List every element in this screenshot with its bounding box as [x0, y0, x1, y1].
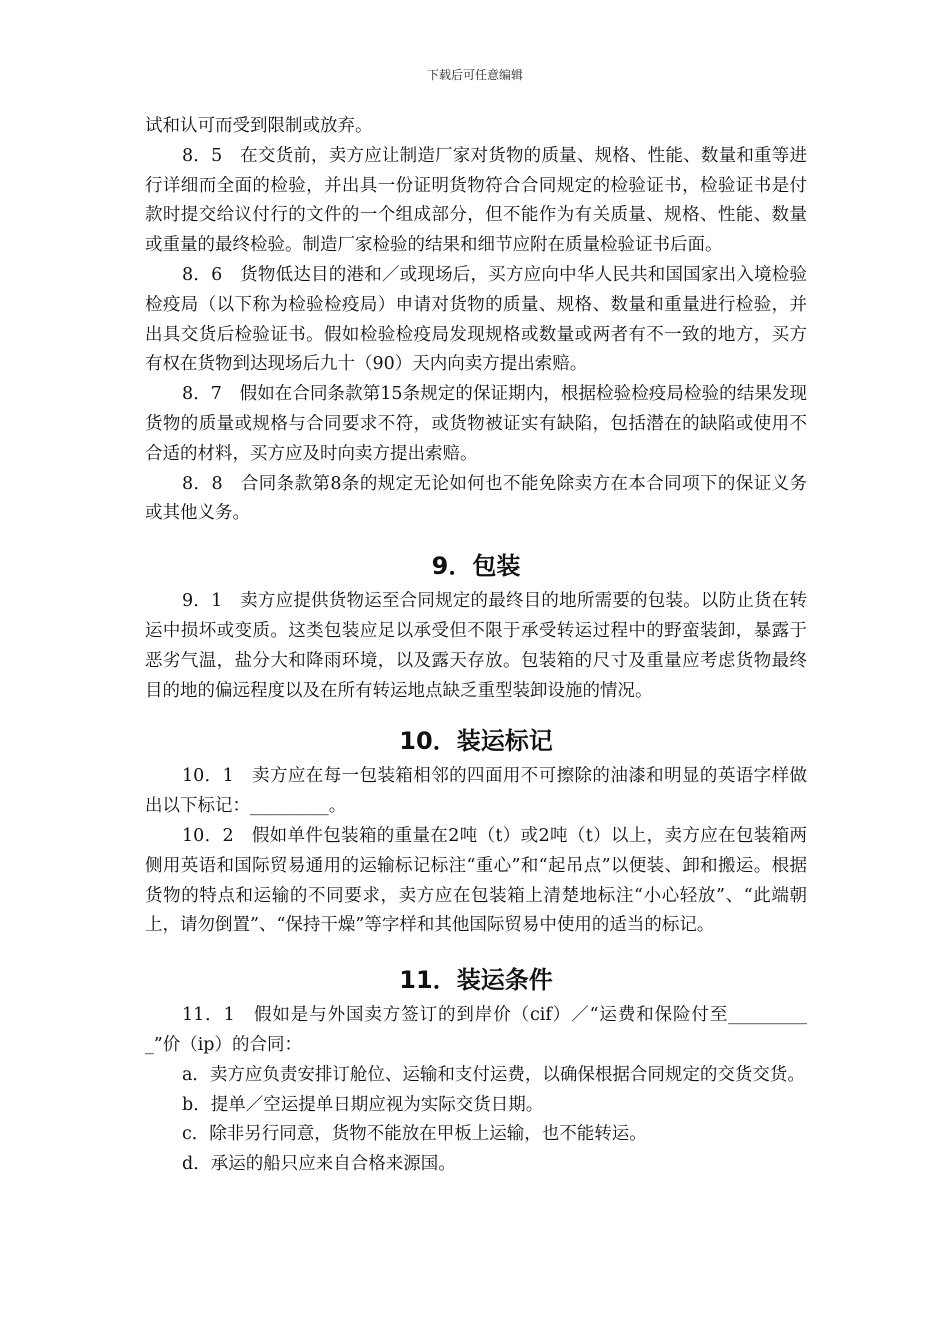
clause-11-1-d: d．承运的船只应来自合格来源国。	[182, 1154, 456, 1175]
clause-8-5: 8．5 在交货前，卖方应让制造厂家对货物的质量、规格、性能、数量和重等进行详细而全面的检验，并出具一份证明货物符合合同规定的检验证书，检验证书是付款时提交给议付行的文件的一个组成部分，但不能作为有关质量、规格、性能、数量或重量的最终检验。制造厂家检验的结果和细节应附在质量检验证书后面。	[145, 145, 807, 256]
clause-9-1: 9．1 卖方应提供货物运至合同规定的最终目的地所需要的包装。以防止货在转运中损坏或变质。这类包装应足以承受但不限于承受转运过程中的野蛮装卸，暴露于恶劣气温，盐分大和降雨环境，以及露天存放。包装箱的尺寸及重量应考虑货物最终目的地的偏远程度以及在所有转运地点缺乏重型装卸设施的情况。	[145, 591, 807, 701]
clause-8-8: 8．8 合同条款第8条的规定无论如何也不能免除卖方在本合同项下的保证义务或其他义务。	[145, 473, 807, 524]
clause-10-2: 10．2 假如单件包装箱的重量在2吨（t）或2吨（t）以上，卖方应在包装箱两侧用英语和国际贸易通用的运输标记标注“重心”和“起吊点”以便装、卸和搬运。根据货物的特点和运输的不同要求，卖方应在包装箱上清楚地标注“小心轻放”、“此端朝上，请勿倒置”、“保持干燥”等字样和其他国际贸易中使用的适当的标记。	[145, 825, 807, 936]
page-header: 下载后可任意编辑	[426, 68, 523, 82]
section-heading-packing: 9．包装	[431, 552, 521, 581]
clause-8-7: 8．7 假如在合同条款第15条规定的保证期内，根据检验检疫局检验的结果发现货物的质量或规格与合同要求不符，或货物被证实有缺陷，包括潜在的缺陷或使用不合适的材料，买方应及时向卖方提出索赔。	[145, 384, 807, 464]
clause-11-1-a: a．卖方应负责安排订舱位、运输和支付运费，以确保根据合同规定的交货交货。	[182, 1064, 805, 1085]
section-heading-shipping-terms: 11．装运条件	[399, 966, 553, 995]
clause-8-6: 8．6 货物低达目的港和／或现场后，买方应向中华人民共和国国家出入境检验检疫局（以下称为检验检疫局）申请对货物的质量、规格、数量和重量进行检验，并出具交货后检验证书。假如检验检疫局发现规格或数量或两者有不一致的地方，买方有权在货物到达现场后九十（90）天内向卖方提出索赔。	[145, 264, 807, 375]
clause-11-1: 11．1 假如是与外国卖方签订的到岸价（cif）／“运费和保险付至__________”价（ip）的合同：	[145, 1005, 807, 1055]
clause-11-1-c: c．除非另行同意，货物不能放在甲板上运输，也不能转运。	[182, 1124, 647, 1145]
paragraph: 试和认可而受到限制或放弃。	[145, 116, 373, 136]
section-heading-shipping-marks: 10．装运标记	[399, 727, 553, 756]
clause-11-1-b: b．提单／空运提单日期应视为实际交货日期。	[182, 1094, 544, 1115]
document-body	[145, 112, 807, 1180]
clause-10-1: 10．1 卖方应在每一包装箱相邻的四面用不可擦除的油漆和明显的英语字样做出以下标记：_________。	[145, 766, 807, 817]
